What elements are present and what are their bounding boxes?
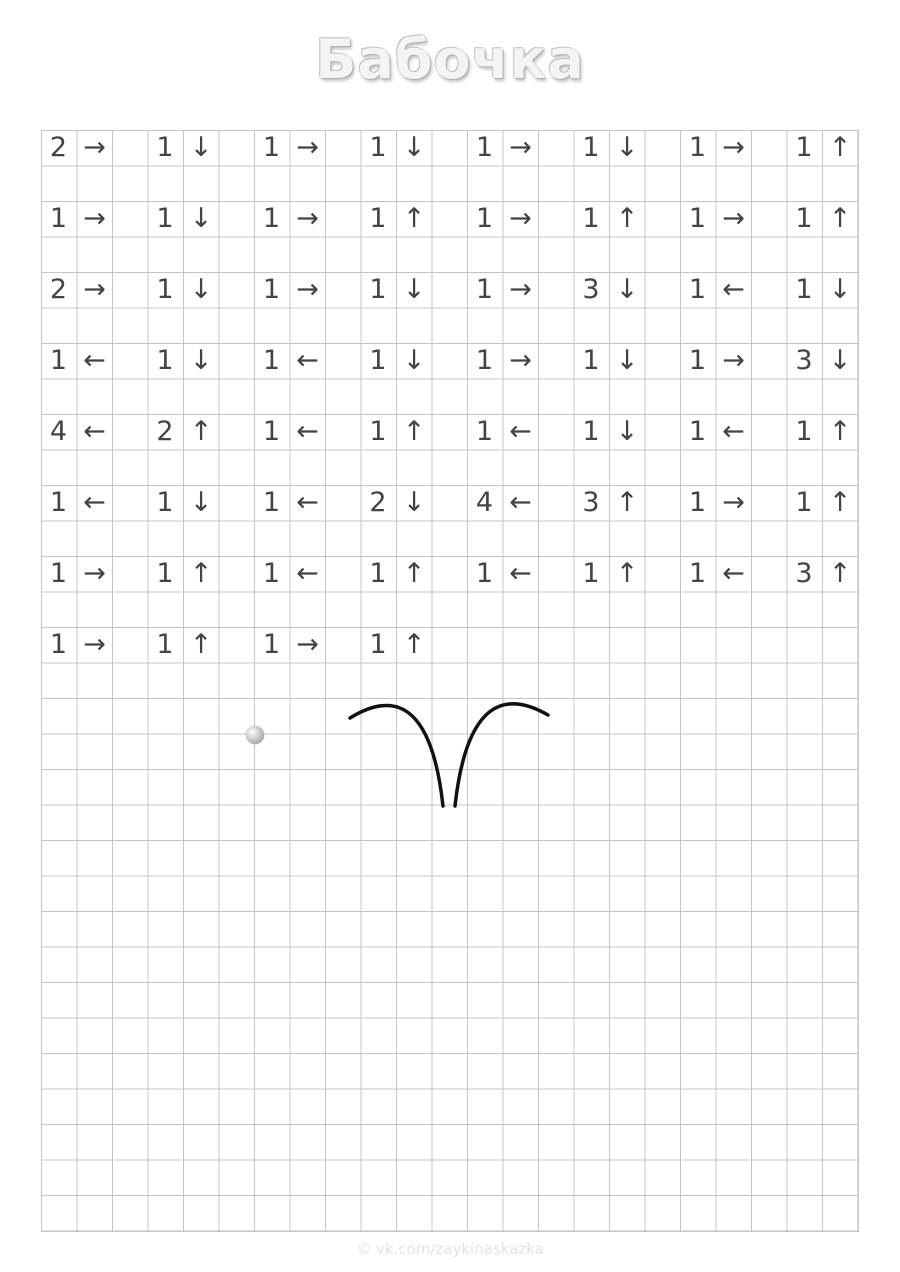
step-count: 1	[369, 203, 387, 234]
step-count: 1	[262, 132, 281, 163]
direction-arrow-icon: →	[722, 203, 745, 234]
step-count: 1	[262, 558, 281, 589]
step-count: 1	[156, 132, 174, 163]
step-count: 1	[156, 487, 174, 518]
step-count: 1	[475, 132, 494, 163]
direction-arrow-icon: ↑	[189, 558, 213, 589]
direction-arrow-icon: →	[509, 345, 532, 376]
direction-arrow-icon: ↑	[615, 203, 639, 234]
direction-arrow-icon: ←	[83, 416, 106, 447]
step-count: 1	[688, 416, 707, 447]
step-count: 2	[156, 416, 174, 447]
step-count: 1	[582, 132, 600, 163]
direction-arrow-icon: ↑	[402, 629, 426, 660]
direction-arrow-icon: ↓	[828, 274, 852, 305]
direction-arrow-icon: ↓	[189, 274, 213, 305]
step-count: 1	[49, 487, 68, 518]
step-count: 1	[262, 274, 281, 305]
step-count: 1	[688, 345, 707, 376]
step-count: 1	[795, 203, 813, 234]
direction-arrow-icon: →	[296, 203, 319, 234]
direction-arrow-icon: ↓	[828, 345, 852, 376]
step-count: 1	[49, 345, 68, 376]
step-count: 1	[475, 345, 494, 376]
direction-arrow-icon: ←	[296, 487, 319, 518]
direction-arrow-icon: →	[296, 132, 319, 163]
direction-arrow-icon: ↑	[189, 416, 213, 447]
step-count: 1	[582, 203, 600, 234]
step-count: 1	[688, 132, 707, 163]
right-antenna	[455, 704, 548, 806]
direction-arrow-icon: ↓	[615, 416, 639, 447]
direction-arrow-icon: ↓	[189, 132, 213, 163]
direction-arrow-icon: ↑	[402, 558, 426, 589]
direction-arrow-icon: ←	[722, 416, 745, 447]
step-count: 1	[49, 203, 68, 234]
direction-arrow-icon: ↑	[828, 132, 852, 163]
direction-arrow-icon: ↓	[615, 132, 639, 163]
direction-arrow-icon: ↓	[615, 345, 639, 376]
step-count: 1	[475, 416, 494, 447]
step-count: 1	[156, 558, 174, 589]
direction-arrow-icon: ↑	[402, 416, 426, 447]
direction-arrow-icon: ←	[722, 274, 745, 305]
direction-arrow-icon: ↓	[189, 203, 213, 234]
direction-arrow-icon: →	[83, 629, 106, 660]
step-count: 1	[156, 274, 174, 305]
direction-arrow-icon: ←	[296, 416, 319, 447]
direction-arrow-icon: ↑	[828, 416, 852, 447]
direction-arrow-icon: ↑	[828, 487, 852, 518]
step-count: 1	[156, 203, 174, 234]
step-count: 1	[156, 345, 174, 376]
page-title: Бабочка	[315, 28, 585, 91]
direction-arrow-icon: ↑	[615, 487, 639, 518]
step-count: 2	[369, 487, 387, 518]
step-count: 1	[369, 558, 387, 589]
direction-arrow-icon: ↑	[828, 203, 852, 234]
direction-arrow-icon: →	[722, 132, 745, 163]
direction-arrow-icon: ←	[83, 345, 106, 376]
step-count: 1	[688, 274, 707, 305]
step-count: 1	[688, 558, 707, 589]
step-count: 1	[688, 487, 707, 518]
direction-arrow-icon: ↑	[402, 203, 426, 234]
direction-arrow-icon: ↓	[402, 274, 426, 305]
step-count: 1	[582, 558, 600, 589]
step-count: 1	[156, 629, 174, 660]
step-count: 1	[795, 416, 813, 447]
step-count: 1	[688, 203, 707, 234]
direction-arrow-icon: ↑	[615, 558, 639, 589]
step-count: 1	[369, 629, 387, 660]
step-count: 1	[262, 487, 281, 518]
direction-arrow-icon: →	[296, 629, 319, 660]
direction-arrow-icon: →	[83, 132, 106, 163]
direction-arrow-icon: →	[722, 487, 745, 518]
step-count: 1	[795, 132, 813, 163]
direction-arrow-icon: →	[509, 132, 532, 163]
step-count: 1	[795, 274, 813, 305]
step-count: 1	[49, 558, 68, 589]
direction-arrow-icon: →	[722, 345, 745, 376]
direction-arrow-icon: ←	[509, 487, 532, 518]
direction-arrow-icon: →	[509, 203, 532, 234]
direction-arrow-icon: ↓	[402, 345, 426, 376]
direction-arrow-icon: ↓	[402, 487, 426, 518]
direction-arrow-icon: →	[296, 274, 319, 305]
watermark-credit: © vk.com/zaykinaskazka	[356, 1240, 544, 1258]
step-count: 1	[262, 416, 281, 447]
step-count: 1	[582, 345, 600, 376]
step-count: 4	[49, 416, 68, 447]
direction-arrow-icon: ↓	[402, 132, 426, 163]
step-count: 2	[49, 274, 68, 305]
step-count: 1	[369, 345, 387, 376]
direction-arrow-icon: →	[83, 558, 106, 589]
direction-arrow-icon: ↓	[615, 274, 639, 305]
direction-arrow-icon: ↓	[189, 487, 213, 518]
step-count: 1	[369, 274, 387, 305]
direction-arrow-icon: ↑	[189, 629, 213, 660]
step-count: 4	[475, 487, 494, 518]
direction-arrow-icon: ←	[722, 558, 745, 589]
direction-arrow-icon: ↓	[189, 345, 213, 376]
step-count: 1	[262, 203, 281, 234]
direction-arrow-icon: →	[83, 203, 106, 234]
step-count: 3	[795, 558, 813, 589]
step-count: 1	[369, 132, 387, 163]
direction-arrow-icon: ←	[509, 558, 532, 589]
step-count: 1	[582, 416, 600, 447]
step-count: 1	[262, 629, 281, 660]
step-count: 1	[475, 274, 494, 305]
left-antenna	[350, 705, 443, 806]
step-count: 3	[795, 345, 813, 376]
direction-arrow-icon: ←	[296, 345, 319, 376]
direction-arrow-icon: →	[83, 274, 106, 305]
step-count: 3	[582, 487, 600, 518]
step-count: 1	[475, 558, 494, 589]
direction-arrow-icon: ←	[509, 416, 532, 447]
step-count: 1	[49, 629, 68, 660]
step-count: 1	[475, 203, 494, 234]
step-count: 1	[795, 487, 813, 518]
direction-arrow-icon: ←	[296, 558, 319, 589]
direction-arrow-icon: →	[509, 274, 532, 305]
step-count: 3	[582, 274, 600, 305]
step-count: 1	[369, 416, 387, 447]
step-count: 1	[262, 345, 281, 376]
direction-arrow-icon: ←	[83, 487, 106, 518]
step-count: 2	[49, 132, 68, 163]
direction-arrow-icon: ↑	[828, 558, 852, 589]
